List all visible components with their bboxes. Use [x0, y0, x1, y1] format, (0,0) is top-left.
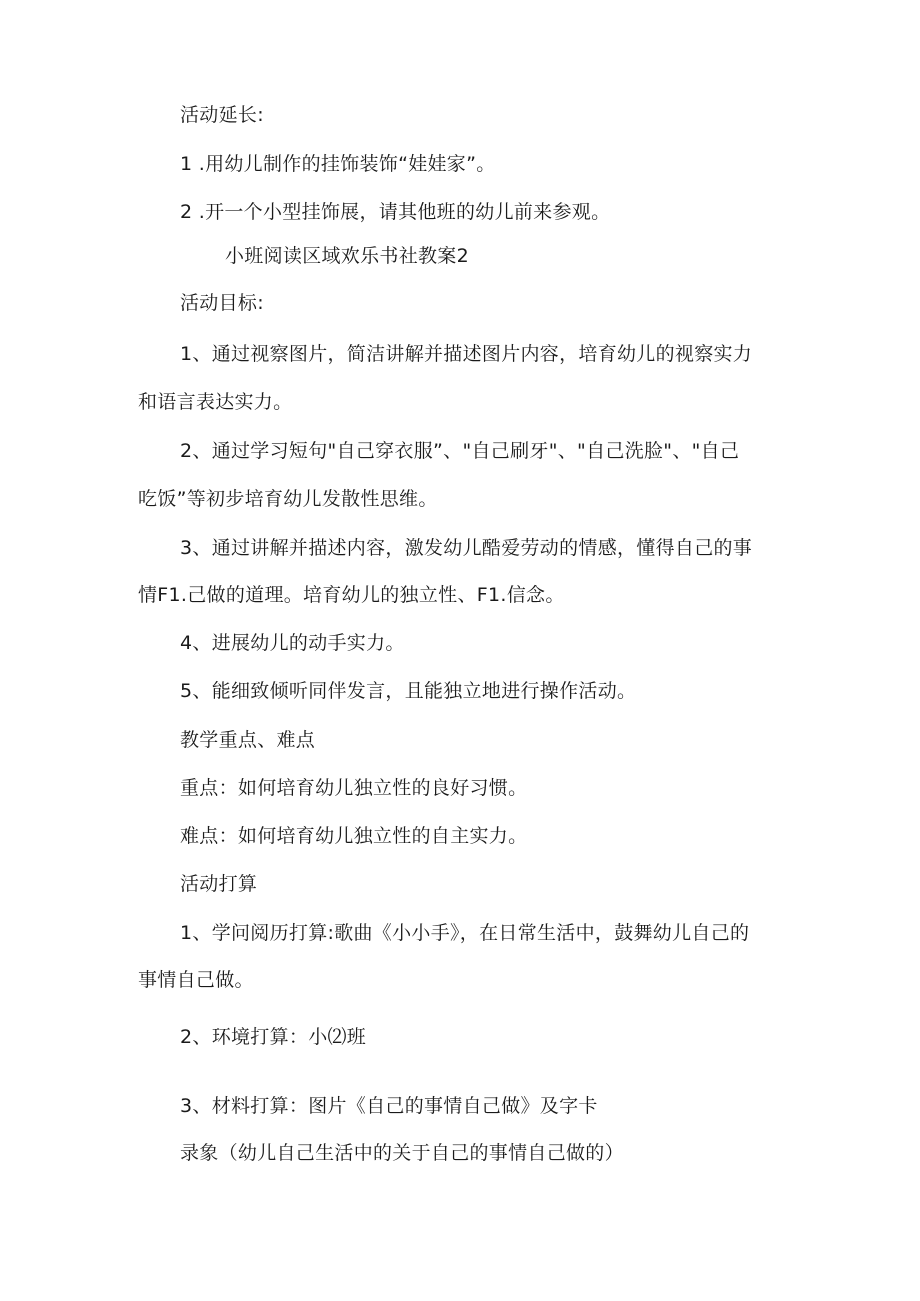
goal-4: 4、进展幼儿的动手实力。	[180, 632, 405, 654]
goal-1-line-1: 1、通过视察图片，简洁讲解并描述图片内容，培育幼儿的视察实力	[180, 343, 753, 365]
goal-3-line-1: 3、通过讲解并描述内容，激发幼儿酷爱劳动的情感，懂得自己的事	[180, 537, 753, 559]
extension-item-2: 2 .开一个小型挂饰展，请其他班的幼儿前来参观。	[180, 201, 611, 223]
key-points-heading: 教学重点、难点	[180, 729, 316, 751]
preparation-3: 3、材料打算：图片《自己的事情自己做》及字卡	[180, 1095, 598, 1117]
preparation-heading: 活动打算	[180, 873, 258, 895]
preparation-2: 2、环境打算：小⑵班	[180, 1026, 367, 1048]
goals-heading: 活动目标:	[180, 292, 264, 314]
lesson-title: 小班阅读区域欢乐书社教案2	[225, 245, 469, 267]
extension-heading: 活动延长:	[180, 104, 264, 126]
preparation-1-line-1: 1、学问阅历打算:歌曲《小小手》，在日常生活中，鼓舞幼儿自己的	[180, 922, 750, 944]
key-point-focus: 重点：如何培育幼儿独立性的良好习惯。	[180, 777, 528, 799]
goal-1-line-2: 和语言表达实力。	[138, 391, 293, 413]
goal-5: 5、能细致倾听同伴发言，且能独立地进行操作活动。	[180, 680, 637, 702]
extension-item-1: 1 .用幼儿制作的挂饰装饰“娃娃家”。	[180, 153, 496, 175]
goal-2-line-1: 2、通过学习短句"自己穿衣服”、"自己刷牙"、"自己洗脸"、"自己	[180, 440, 740, 462]
goal-3-line-2: 情F1.己做的道理。培育幼儿的独立性、F1.信念。	[138, 584, 565, 606]
key-point-difficulty: 难点：如何培育幼儿独立性的自主实力。	[180, 825, 528, 847]
goal-2-line-2: 吃饭”等初步培育幼儿发散性思维。	[138, 488, 438, 510]
preparation-1-line-2: 事情自己做。	[138, 969, 254, 991]
preparation-4: 录象（幼儿自己生活中的关于自己的事情自己做的）	[180, 1142, 624, 1164]
